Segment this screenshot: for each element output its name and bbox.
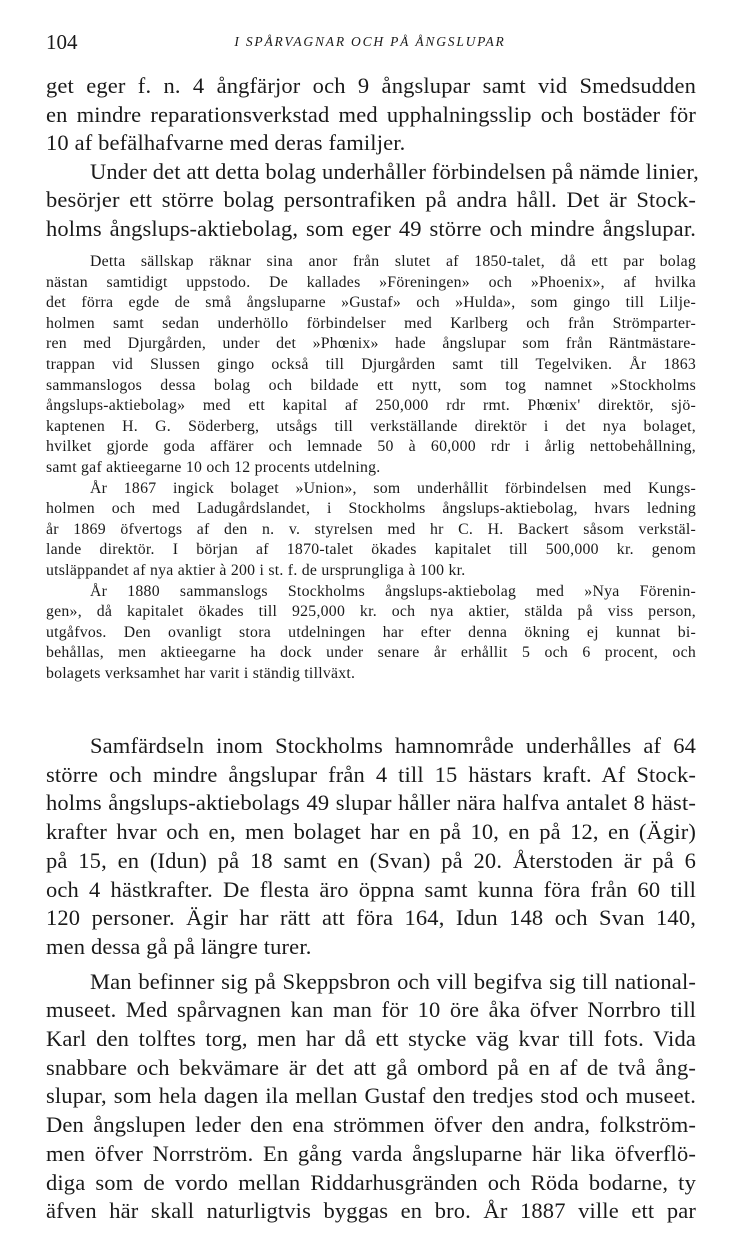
small-line: utgåfvos. Den ovanligt stora utdelningen har efter denna ökning ej kunnat bi- bbox=[46, 623, 696, 641]
small-line: det förra egde de små ångsluparne »Gustaf» och »Hulda», som gingo till Lilje- bbox=[46, 294, 696, 312]
body-paragraphs-bottom bbox=[46, 732, 696, 1226]
text-line: och 4 hästkrafter. De flesta äro öppna samt kunna föra från 60 till bbox=[46, 876, 696, 902]
text-line: Karl den tolftes torg, men har då ett stycke väg kvar till fots. Vida bbox=[46, 1026, 696, 1052]
small-line: trappan vid Slussen gingo också till Djurgården samt till Tegelviken. År 1863 bbox=[46, 355, 696, 373]
text-line: holms ångslups-aktiebolags 49 slupar håller nära halfva antalet 8 häst- bbox=[46, 790, 696, 816]
small-line: behållas, men aktieegarne ha dock under senare år erhållit 5 och 6 procent, och bbox=[46, 644, 696, 662]
smallprint-note bbox=[46, 252, 696, 684]
page-number: 104 bbox=[46, 30, 78, 54]
small-line: hvilket gjorde goda affärer och lemnade 50 à 60,000 rdr i årlig nettobehållning, bbox=[46, 438, 696, 456]
text-line: en mindre reparationsverkstad med upphalningsslip och bostäder för bbox=[46, 101, 696, 127]
small-line: holmen och med Ladugårdslandet, i Stockholms ångslups-aktiebolag, hvars ledning bbox=[46, 500, 696, 518]
small-line: kaptenen H. G. Söderberg, utsågs till verkställande direktör i det nya bolaget, bbox=[46, 417, 696, 435]
running-title: I SPÅRVAGNAR OCH PÅ ÅNGSLUPAR bbox=[234, 34, 506, 49]
small-line: år 1869 öfvertogs af den n. v. styrelsen med hr C. H. Backert såsom verkstäl- bbox=[46, 520, 696, 538]
small-line: ren med Djurgården, under det »Phœnix» hade ångslupar som från Räntmästare- bbox=[46, 335, 696, 353]
text-line: diga som de vordo mellan Riddarhusgränden och Röda bodarne, ty bbox=[46, 1169, 696, 1195]
text-line: äfven här skall naturligtvis byggas en bro. År 1887 ville ett par bbox=[46, 1198, 696, 1224]
text-line: holms ångslups-aktiebolag, som eger 49 större och mindre ångslupar. bbox=[46, 215, 696, 241]
text-line: 10 af befälhafvarne med deras familjer. bbox=[46, 130, 406, 156]
small-line: lande direktör. I början af 1870-talet ökades kapitalet till 500,000 kr. genom bbox=[46, 541, 696, 559]
body-paragraphs-top bbox=[46, 72, 699, 244]
small-line: År 1867 ingick bolaget »Union», som underhållit förbindelsen med Kungs- bbox=[90, 479, 696, 497]
text-line: Man befinner sig på Skeppsbron och vill begifva sig till national- bbox=[90, 968, 696, 994]
text-line: Samfärdseln inom Stockholms hamnområde underhålles af 64 bbox=[90, 733, 696, 758]
text-line: snabbare och bekvämare är det att gå ombord på en af de två ång- bbox=[46, 1054, 696, 1080]
small-line: gen», då kapitalet ökades till 925,000 kr. och nya aktier, stälda på viss person, bbox=[46, 603, 696, 621]
text-line: get eger f. n. 4 ångfärjor och 9 ångslupar samt vid Smedsudden bbox=[46, 73, 696, 98]
text-line: men öfver Norrström. En gång varda ångsluparne här lika öfverflö- bbox=[46, 1140, 696, 1166]
text-line: större och mindre ångslupar från 4 till 15 hästars kraft. Af Stock- bbox=[46, 761, 696, 787]
text-line: men dessa gå på längre turer. bbox=[46, 933, 312, 959]
text-line: slupar, som hela dagen ila mellan Gustaf den tredjes stod och museet. bbox=[46, 1083, 696, 1109]
text-line: 120 personer. Ägir har rätt att föra 164, Idun 148 och Svan 140, bbox=[46, 905, 696, 931]
small-line: samt gaf aktieegarne 10 och 12 procents utdelning. bbox=[46, 458, 381, 476]
running-head bbox=[46, 30, 694, 58]
text-line: Under det att detta bolag underhåller förbindelsen på nämde linier, bbox=[90, 158, 699, 184]
text-line: museet. Med spårvagnen kan man för 10 öre åka öfver Norrbro till bbox=[46, 997, 696, 1023]
small-line: Detta sällskap räknar sina anor från slutet af 1850-talet, då ett par bolag bbox=[90, 253, 696, 270]
small-line: utsläppandet af nya aktier à 200 i st. f. de ursprungliga à 100 kr. bbox=[46, 561, 466, 579]
small-line: holmen samt sedan underhöllo förbindelser med Karlberg och från Strömparter- bbox=[46, 314, 696, 332]
text-line: krafter hvar och en, men bolaget har en på 10, en på 12, en (Ägir) bbox=[46, 819, 696, 845]
small-line: bolagets verksamhet har varit i ständig tillväxt. bbox=[46, 664, 356, 682]
text-line: på 15, en (Idun) på 18 samt en (Svan) på 20. Återstoden är på 6 bbox=[46, 847, 696, 873]
text-line: besörjer ett större bolag persontrafiken på andra håll. Det är Stock- bbox=[46, 187, 696, 213]
small-line: År 1880 sammanslogs Stockholms ångslups-aktiebolag med »Nya Förenin- bbox=[90, 582, 696, 600]
small-line: ångslups-aktiebolag» med ett kapital af 250,000 rdr rmt. Phœnix' direktör, sjö- bbox=[46, 397, 696, 415]
small-line: nästan samtidigt uppstodo. De kallades »Föreningen» och »Phoenix», af hvilka bbox=[46, 273, 696, 291]
text-line: Den ångslupen leder den ena strömmen öfver den andra, folkström- bbox=[46, 1112, 696, 1138]
small-line: sammanslogos dessa bolag och bildade ett nytt, som tog namnet »Stockholms bbox=[46, 376, 696, 394]
